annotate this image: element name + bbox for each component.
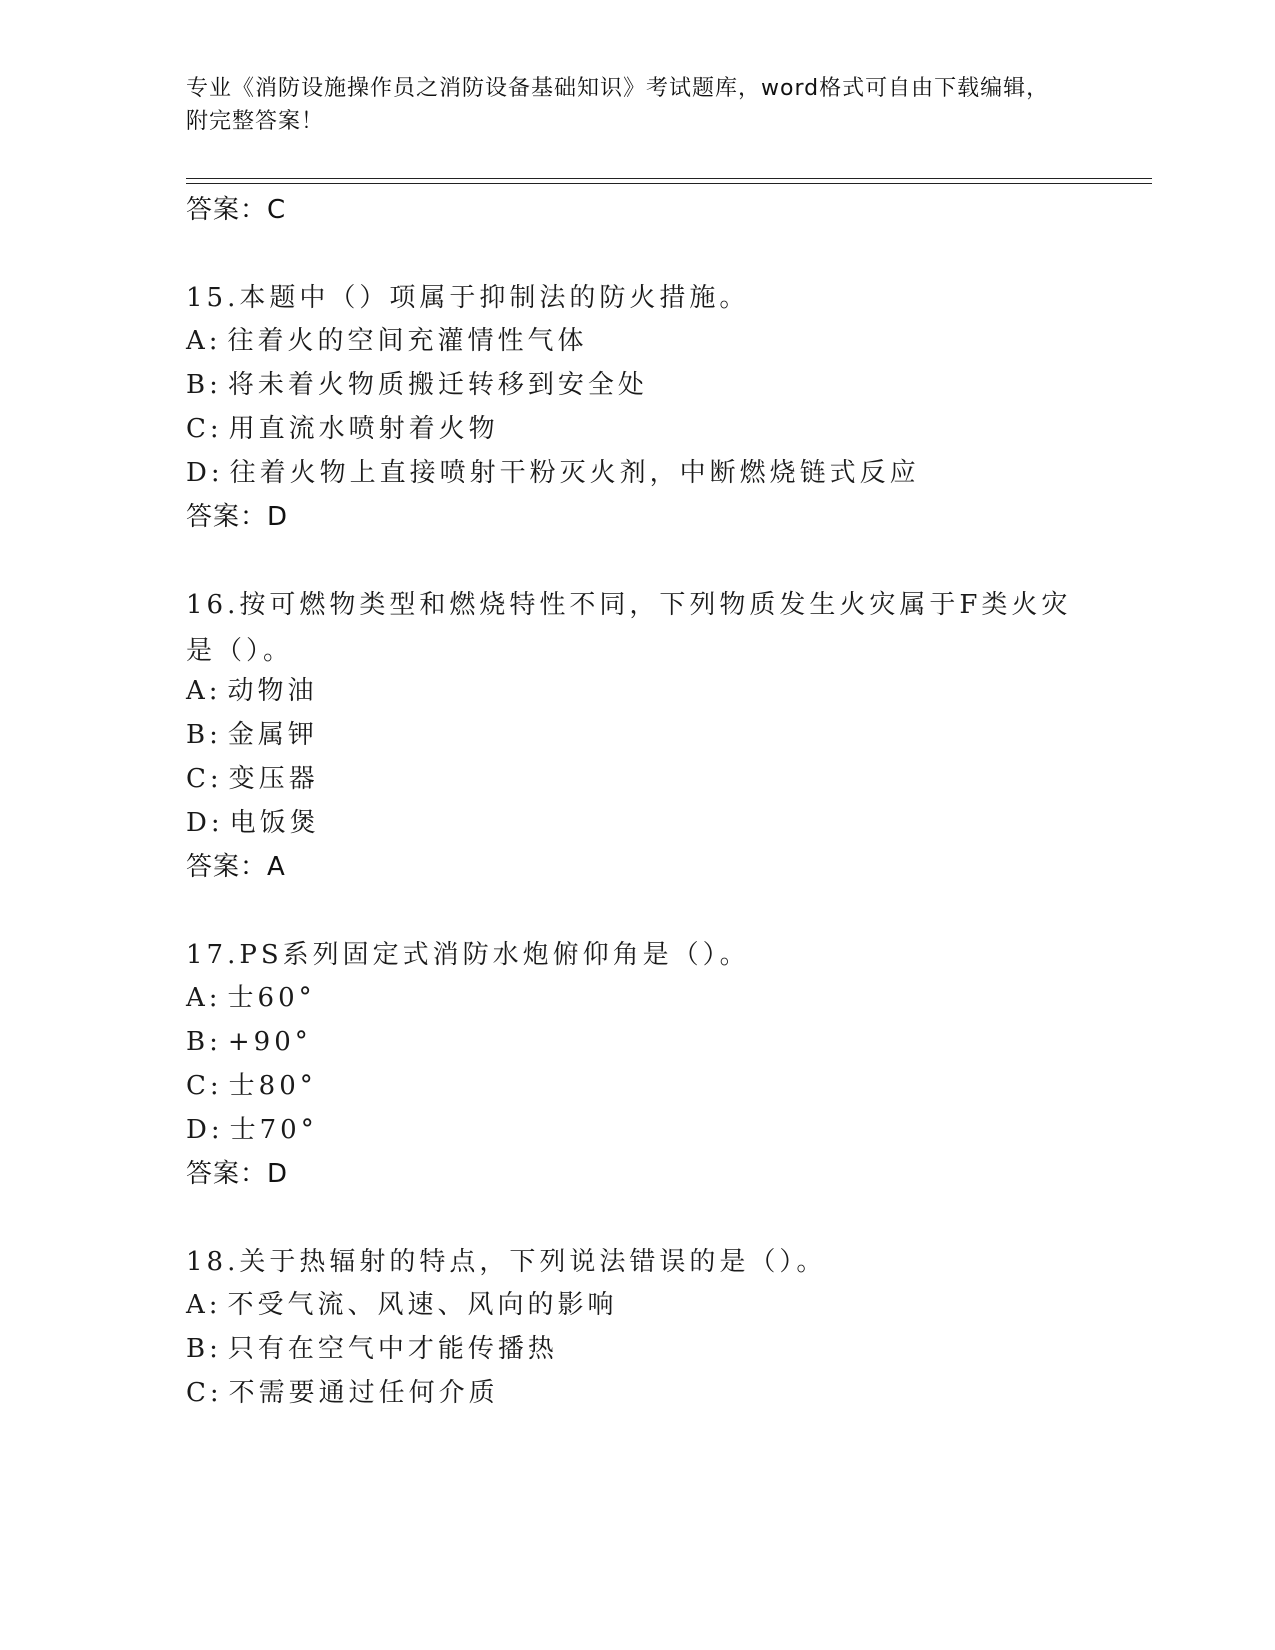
option-text: 不需要通过任何介质 <box>228 1378 499 1408</box>
question-stem: 17.PS系列固定式消防水炮俯仰角是（）。 <box>186 940 750 970</box>
option-letter: D: <box>186 1115 224 1145</box>
option-letter: B: <box>186 1334 222 1364</box>
question-stem: 18.关于热辐射的特点，下列说法错误的是（）。 <box>186 1247 827 1277</box>
option-letter: C: <box>186 1071 223 1101</box>
option-a <box>186 981 316 1015</box>
option-b <box>186 368 648 402</box>
option-text: 往着火的空间充灌情性气体 <box>227 326 588 356</box>
option-b <box>186 718 318 752</box>
option-letter: A: <box>186 676 222 706</box>
answer-line <box>186 500 288 534</box>
question-stem: 15.本题中（）项属于抑制法的防火措施。 <box>186 283 750 313</box>
option-text: 只有在空气中才能传播热 <box>227 1334 558 1364</box>
answer-prefix: 答案： <box>186 502 268 532</box>
option-text: 用直流水喷射着火物 <box>228 414 499 444</box>
option-letter: B: <box>186 720 222 750</box>
option-a <box>186 324 588 358</box>
option-a <box>186 674 318 708</box>
option-letter: D: <box>186 458 224 488</box>
option-letter: B: <box>186 1027 222 1057</box>
option-text: +90° <box>227 1027 312 1057</box>
answer-value: C <box>267 195 287 225</box>
option-a <box>186 1288 618 1322</box>
option-text: 动物油 <box>227 676 318 706</box>
option-c <box>186 412 499 446</box>
option-c <box>186 1376 499 1410</box>
question-stem: 16.按可燃物类型和燃烧特性不同，下列物质发生火灾属于F类火灾是（）。 <box>186 590 1072 666</box>
option-letter: A: <box>186 1290 222 1320</box>
answer-value: D <box>267 1159 289 1189</box>
answer-prefix: 答案： <box>186 1159 268 1189</box>
option-letter: C: <box>186 1378 223 1408</box>
option-letter: C: <box>186 764 223 794</box>
answer-line <box>186 1157 288 1191</box>
option-letter: A: <box>186 326 222 356</box>
option-c <box>186 1069 317 1103</box>
page-header: 专业《消防设施操作员之消防设备基础知识》考试题库，word格式可自由下载编辑，附完整答案！ <box>186 76 1050 134</box>
option-text: 士60° <box>227 983 316 1013</box>
option-b <box>186 1025 312 1059</box>
option-d <box>186 1113 318 1147</box>
answer-line <box>186 850 286 884</box>
answer-prefix: 答案： <box>186 195 268 225</box>
answer-line <box>186 193 286 227</box>
option-text: 金属钾 <box>227 720 318 750</box>
header-divider-bottom <box>186 183 1152 184</box>
option-letter: B: <box>186 370 222 400</box>
option-text: 将未着火物质搬迁转移到安全处 <box>227 370 648 400</box>
option-letter: D: <box>186 808 224 838</box>
answer-value: D <box>267 502 289 532</box>
option-d <box>186 806 320 840</box>
answer-prefix: 答案： <box>186 852 268 882</box>
option-c <box>186 762 319 796</box>
option-text: 士70° <box>229 1115 318 1145</box>
option-text: 往着火物上直接喷射干粉灭火剂，中断燃烧链式反应 <box>229 458 920 488</box>
option-b <box>186 1332 558 1366</box>
option-letter: A: <box>186 983 222 1013</box>
answer-value: A <box>267 852 286 882</box>
option-text: 士80° <box>228 1071 317 1101</box>
option-text: 变压器 <box>228 764 319 794</box>
option-d <box>186 456 920 490</box>
option-text: 不受气流、风速、风向的影响 <box>227 1290 618 1320</box>
option-letter: C: <box>186 414 223 444</box>
header-divider-top <box>186 178 1152 179</box>
option-text: 电饭煲 <box>229 808 320 838</box>
